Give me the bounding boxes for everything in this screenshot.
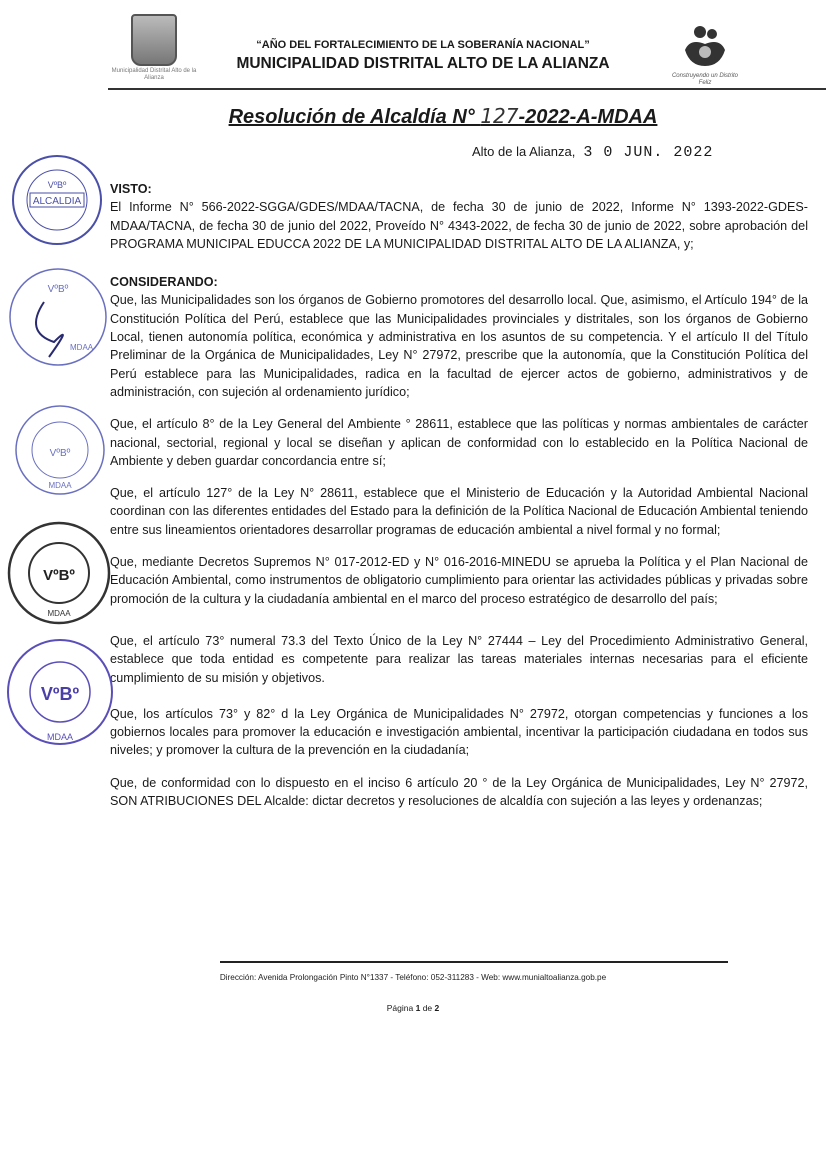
paragraph: Que, el artículo 8° de la Ley General del Ambiente ° 28611, establece que las políticas y normas ambientales de carácter nacional, sectorial, regional y local se diseñan y aplican de conformidad con lo establecido en la Política Nacional de Ambiente y deben guardar concordancia entre sí;	[110, 417, 808, 468]
page-number	[0, 1003, 826, 1013]
paragraph: Que, las Municipalidades son los órganos de Gobierno promotores del desarrollo local. Que, asimismo, el Artículo 194° de la Constitución Política del Perú, establece que las Municipalidades provinciales y distritales, son los órganos de Gobierno Local, tienen autonomía política, económica y administrativa en los asuntos de su competencia. Y el artículo II del Título Preliminar de la Orgánica de Municipalidades, Ley N° 27972, prescribe que la autonomía, que la Constitución Política del Perú establece para las Municipalidades, radica en la facultad de ejercer actos de gobierno, administrativos y de administración, con sujeción al ordenamiento jurídico;	[110, 293, 808, 399]
title-suffix: -2022-A-MDAA	[518, 106, 658, 128]
paragraph: Que, de conformidad con lo dispuesto en el inciso 6 artículo 20 ° de la Ley Orgánica de Municipalidades, Ley N° 27972, SON ATRIBUCIONES DEL Alcalde: dictar decretos y resoluciones de alcaldía con sujeción a las leyes y ordenanzas;	[110, 775, 808, 809]
handwritten-number: 127	[480, 104, 519, 128]
date-stamp: 3 0 JUN. 2022	[583, 144, 714, 161]
asesoria-juridica-stamp	[10, 400, 110, 500]
paragraph: Que, mediante Decretos Supremos N° 017-2012-ED y N° 016-2016-MINEDU se aprueba la Política y el Plan Nacional de Educación Ambiental, como instrumentos de obligatorio cumplimiento para orientar las actividades públicas y privadas sobre promoción de la cultura y la ciudadanía ambiental en el marco del proceso estratégico de desarrollo del país;	[110, 555, 808, 606]
resolution-title	[0, 104, 826, 129]
paragraph: Que, el artículo 127° de la Ley N° 28611, establece que el Ministerio de Educación y la Autoridad Ambiental Nacional coordinan con las diferentes entidades del Estado para la definición de la Política Nacional de Educación Ambiental teniendo entre sus lineamientos orientadores desarrollar programas de educación ambiental a nivel formal y no formal;	[110, 486, 808, 537]
gerencia-municipal-stamp	[4, 262, 112, 372]
visto-text: El Informe N° 566-2022-SGGA/GDES/MDAA/TACNA, de fecha 30 de junio de 2022, Informe N° 1393-2022-GDES-MDAA/TACNA, de fecha 30 de junio del 2022, Proveído N° 4343-2022, de fecha 30 de junio de 2022, sobre aprobación del PROGRAMA MUNICIPAL EDUCCA 2022 DE LA MUNICIPALIDAD DISTRITAL ALTO DE LA ALIANZA, y;	[110, 200, 808, 251]
paragraph: Que, los artículos 73° y 82° d la Ley Orgánica de Municipalidades N° 27972, otorgan competencias y funciones a los gobiernos locales para promover la educación e investigación ambiental, incentivar la participación ciudadana en todos sus niveles; y promover la cultura de la prevención en la ciudadanía;	[110, 706, 808, 758]
title-prefix: Resolución de Alcaldía N°	[228, 106, 481, 128]
page-total: 2	[434, 1003, 440, 1013]
document-body	[110, 180, 808, 824]
svg-text:VºBº: VºBº	[49, 448, 71, 459]
alcaldia-stamp	[4, 152, 110, 248]
considerando-heading: CONSIDERANDO:	[110, 275, 218, 290]
header-divider	[108, 88, 826, 90]
date-line	[472, 144, 713, 161]
logo-right-caption: Construyendo un Distrito Feliz	[671, 73, 739, 86]
svg-text:VºBº: VºBº	[43, 567, 75, 584]
paragraph: Que, el artículo 73° numeral 73.3 del Texto Único de la Ley N° 27444 – Ley del Procedimiento Administrativo General, establece que toda entidad es competente para realizar las tareas materiales internas necesarias para el eficiente cumplimiento de su misión y objetivos.	[110, 633, 808, 685]
footer-divider	[220, 961, 728, 963]
footer-address: Dirección: Avenida Prolongación Pinto N°1337 - Teléfono: 052-311283 - Web: www.munialtoalianza.gob.pe	[219, 973, 607, 982]
institution-name: MUNICIPALIDAD DISTRITAL ALTO DE LA ALIANZA	[236, 55, 610, 72]
svg-text:MDAA: MDAA	[48, 481, 72, 490]
svg-text:VºBº: VºBº	[47, 284, 69, 295]
svg-text:MDAA: MDAA	[47, 609, 71, 618]
desarrollo-economico-stamp	[4, 518, 114, 628]
year-motto: “AÑO DEL FORTALECIMIENTO DE LA SOBERANÍA NACIONAL”	[256, 39, 590, 51]
page-current: 1	[415, 1003, 421, 1013]
gestion-ambiental-stamp	[4, 630, 116, 754]
visto-heading: VISTO:	[110, 182, 152, 196]
svg-text:MDAA: MDAA	[46, 732, 74, 742]
logo-left-caption: Municipalidad Distrital Alto de la Alianza	[111, 68, 197, 81]
date-place: Alto de la Alianza,	[472, 144, 576, 159]
svg-text:VºBº: VºBº	[47, 180, 67, 190]
svg-text:MDAA: MDAA	[70, 343, 94, 352]
page-label: Página	[386, 1003, 414, 1013]
page-of: de	[422, 1003, 433, 1013]
svg-text:VºBº: VºBº	[40, 684, 80, 704]
svg-text:ALCALDIA: ALCALDIA	[32, 196, 82, 207]
